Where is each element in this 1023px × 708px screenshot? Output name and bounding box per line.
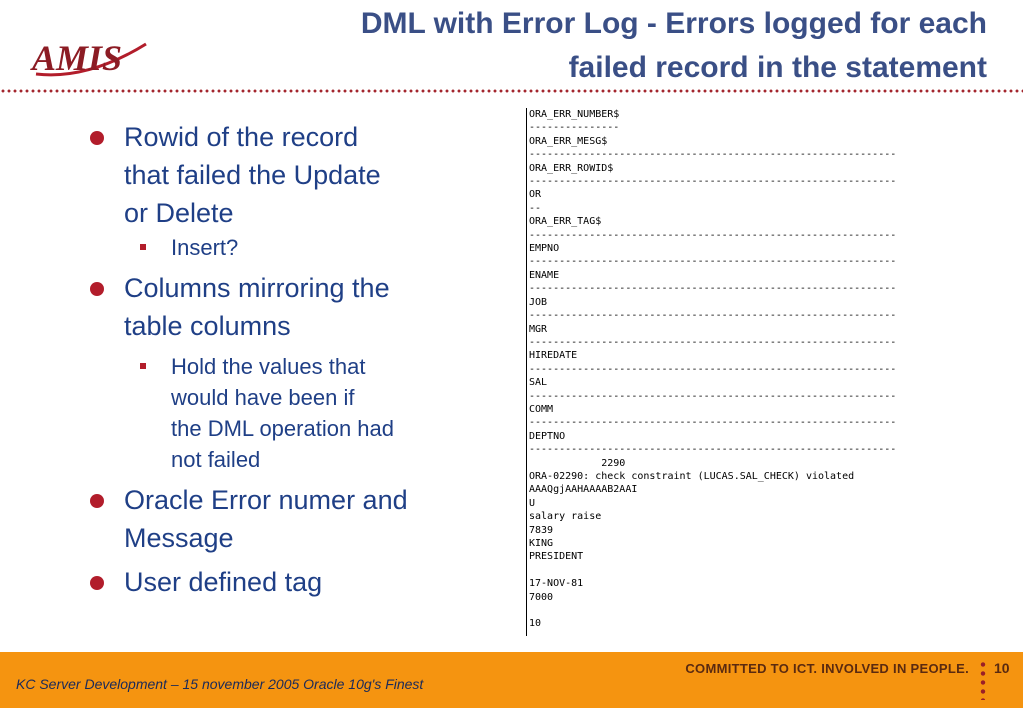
bullet-oracle-error: Oracle Error numer and Message xyxy=(88,481,468,557)
bullet-columns: Columns mirroring the table columns xyxy=(88,269,468,345)
sql-line: ------------------------------------------------------------- xyxy=(529,176,897,188)
title-line-2: failed record in the statement xyxy=(568,51,987,84)
sql-line: ORA_ERR_TAG$ xyxy=(529,216,602,228)
page-number: 10 xyxy=(994,660,1010,676)
bullet-list xyxy=(88,118,468,601)
sql-line: COMM xyxy=(529,403,554,415)
sql-line: salary raise xyxy=(529,511,602,523)
footer-text: KC Server Development – 15 november 2005 Oracle 10g's Finest xyxy=(16,676,424,692)
logo-text: AMIS xyxy=(32,38,123,78)
sql-line: JOB xyxy=(529,296,548,308)
bullet-dot-icon xyxy=(90,131,104,145)
footer-bar xyxy=(0,652,1023,708)
sql-line: EMPNO xyxy=(529,243,560,255)
sql-line: ------------------------------------------------------------- xyxy=(529,444,897,456)
bullet-user-tag: User defined tag xyxy=(88,563,468,601)
sql-line: ------------------------------------------------------------- xyxy=(529,363,897,375)
sql-line: SAL xyxy=(529,377,548,389)
sql-line: MGR xyxy=(529,323,548,335)
sub-bullet-insert: Insert? xyxy=(88,232,468,263)
bullet-dot-icon xyxy=(90,282,104,296)
sql-line: ------------------------------------------------------------- xyxy=(529,310,897,322)
sql-line: HIREDATE xyxy=(529,350,578,362)
bullet-dot-icon xyxy=(90,576,104,590)
sql-line: ------------------------------------------------------------- xyxy=(529,417,897,429)
sql-line: ------------------------------------------------------------- xyxy=(529,390,897,402)
sql-line: 7839 xyxy=(529,524,554,536)
sub-bullet-square-icon xyxy=(140,363,146,369)
dotted-divider xyxy=(0,88,1023,94)
sql-line: ------------------------------------------------------------- xyxy=(529,336,897,348)
sql-line: ------------------------------------------------------------- xyxy=(529,149,897,161)
sql-line xyxy=(529,604,969,617)
sql-line: AAAQgjAAHAAAAB2AAI xyxy=(529,484,638,496)
sql-line: 7000 xyxy=(529,591,554,603)
sql-line: OR xyxy=(529,189,542,201)
sql-output-panel xyxy=(526,108,969,636)
sub-bullet-square-icon xyxy=(140,244,146,250)
sql-line: ORA-02290: check constraint (LUCAS.SAL_CHECK) violated xyxy=(529,470,855,482)
sql-line: KING xyxy=(529,538,554,549)
footer-tagline: COMMITTED TO ICT. INVOLVED IN PEOPLE. xyxy=(685,661,969,676)
title-line-1: DML with Error Log - Errors logged for each xyxy=(360,7,987,40)
sql-line: 17-NOV-81 xyxy=(529,578,584,590)
sql-line: ORA_ERR_NUMBER$ xyxy=(529,109,620,120)
footer-dots-icon xyxy=(980,660,986,700)
sql-line: 2290 xyxy=(529,457,626,469)
sql-line: ORA_ERR_ROWID$ xyxy=(529,162,614,174)
sql-line: PRESIDENT xyxy=(529,551,584,563)
sql-line: -- xyxy=(529,202,542,214)
sql-line: ENAME xyxy=(529,269,560,281)
amis-logo xyxy=(28,30,153,86)
slide-title xyxy=(187,2,987,90)
sql-line: ------------------------------------------------------------- xyxy=(529,229,897,241)
sql-line: 10 xyxy=(529,618,542,630)
sql-line: ORA_ERR_MESG$ xyxy=(529,135,608,147)
sql-line xyxy=(529,564,969,577)
sql-line: ------------------------------------------------------------- xyxy=(529,256,897,268)
sql-line: --------------- xyxy=(529,122,620,134)
sql-line: U xyxy=(529,497,536,509)
sql-line: ------------------------------------------------------------- xyxy=(529,283,897,295)
bullet-rowid: Rowid of the record that failed the Update or Delete xyxy=(88,118,468,232)
sub-bullet-hold-values: Hold the values that would have been if the DML operation had not failed xyxy=(88,351,468,475)
sql-line: DEPTNO xyxy=(529,430,566,442)
bullet-dot-icon xyxy=(90,494,104,508)
